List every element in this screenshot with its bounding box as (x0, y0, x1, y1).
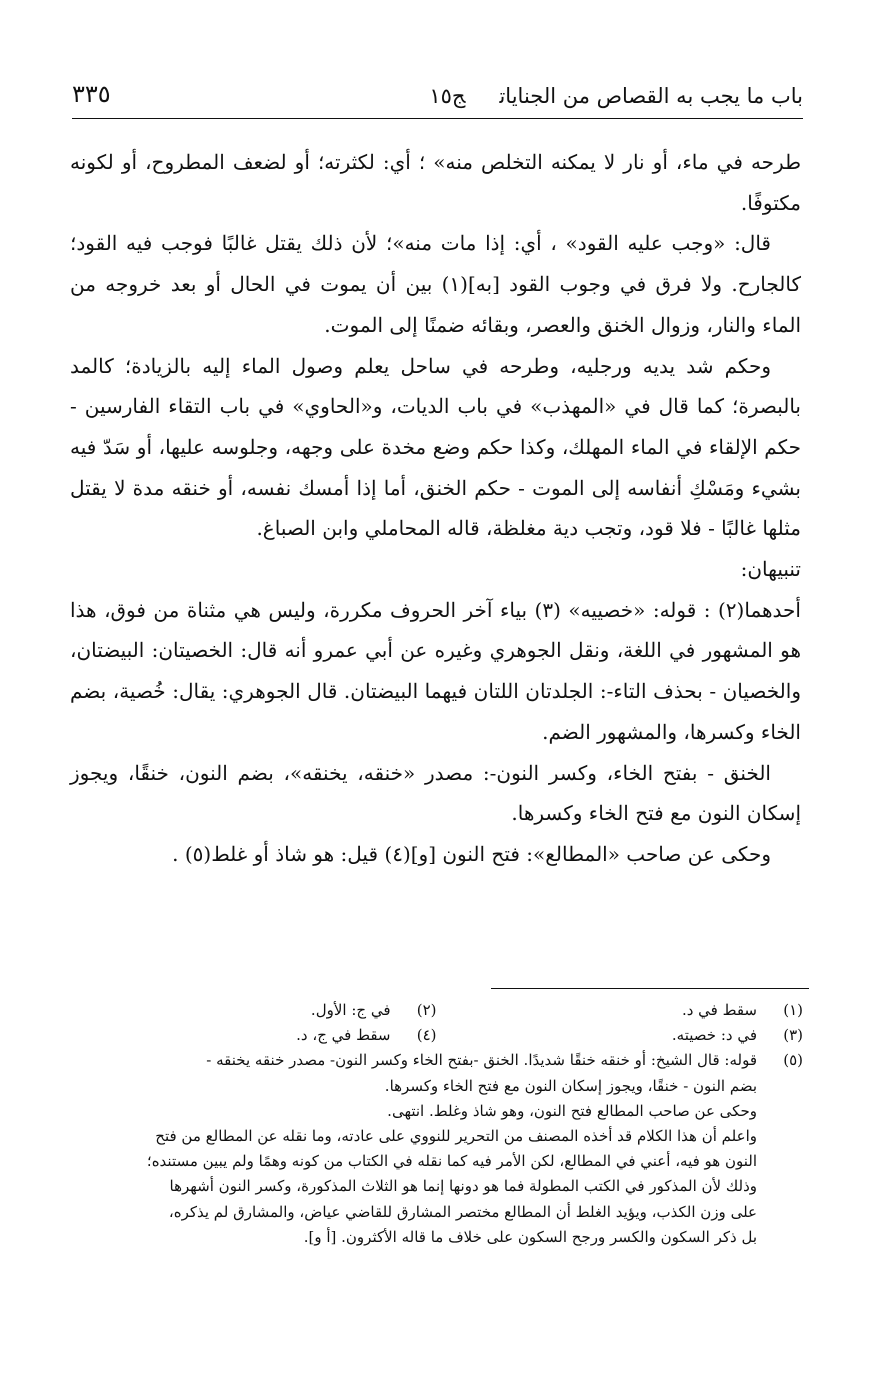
volume-label: ج١٥ (429, 84, 466, 108)
main-text (70, 142, 801, 875)
footnote-number: (٥) (783, 1051, 803, 1070)
footnote-3 (437, 1023, 804, 1048)
chapter-title: باب ما يجب به القصاص من الجنايات (499, 84, 803, 108)
footnote-row (70, 998, 803, 1023)
footnote-number: (٣) (783, 1026, 803, 1045)
footnote-1 (437, 998, 804, 1023)
footnote-line: وحكى عن صاحب المطالع فتح النون، وهو شاذ وغلط. انتهى. (387, 1101, 757, 1120)
footnote-line: بضم النون - خنقًا، ويجوز إسكان النون مع فتح الخاء وكسرها. (384, 1076, 757, 1095)
footnotes (70, 998, 803, 1250)
running-header (72, 78, 803, 119)
footnote-text: في ج: الأول. (310, 1001, 391, 1019)
footnote-line: النون هو فيه، أعني في المطالع، لكن الأمر فيه كما نقله في الكتاب من كونه وهمًا ولم يبين مستنده؛ (146, 1152, 757, 1171)
paragraph-7: وحكى عن صاحب «المطالع»: فتح النون [و](٤) قيل: هو شاذ أو غلط(٥) . (172, 841, 771, 866)
footnote-line: وذلك لأن المذكور في الكتب المطولة فما هو دونها إنما هو الثلاث المذكورة، وكسر النون أشهرها (169, 1177, 757, 1196)
footnote-text: سقط في ج، د. (296, 1026, 391, 1045)
footnote-number: (١) (783, 1001, 803, 1019)
header-title (429, 84, 803, 108)
paragraph-1: طرحه في ماء، أو نار لا يمكنه التخلص منه» ؛ أي: لكثرته؛ أو لضعف المطروح، أو لكونه مكتوفًا. (70, 150, 801, 215)
section-heading-tanbihan: تنبيهان: (740, 557, 801, 582)
footnote-2 (70, 998, 437, 1023)
paragraph-3: وحكم شد يديه ورجليه، وطرحه في ساحل يعلم وصول الماء إليه بالزيادة؛ كالمد بالبصرة؛ كما قال في «المهذب» في باب الديات، و«الحاوي» في باب التقاء الفارسين - حكم الإلقاء في الماء المهلك، وكذا حكم وضع مخدة على وجهه، وجلوسه عليها، أو سَدّ فيه بشيء ومَسْكِ أنفاسه إلى الموت - حكم الخنق، أما إذا أمسك نفسه، أو خنقه مدة لا يقتل مثلها غالبًا - فلا قود، وتجب دية مغلظة، قاله المحاملي وابن الصباغ. (70, 353, 801, 541)
footnote-5 (70, 1048, 803, 1250)
footnote-separator (491, 988, 809, 989)
footnote-line: واعلم أن هذا الكلام قد أخذه المصنف من التحرير للنووي على عادته، وما نقله عن المطالع من فتح (155, 1127, 757, 1146)
footnote-text: في د: خصيته. (671, 1026, 757, 1045)
footnote-text: سقط في د. (681, 1001, 757, 1019)
paragraph-2: قال: «وجب عليه القود» ، أي: إذا مات منه»؛ لأن ذلك يقتل غالبًا فوجب فيه القود؛ كالجارح. ولا فرق في وجوب القود [به](١) بين أن يموت في الحال أو بعد خروجه من الماء والنار، وزوال الخنق والعصر، وبقائه ضمنًا إلى الموت. (70, 231, 801, 337)
paragraph-5: أحدهما(٢) : قوله: «خصييه» (٣) بياء آخر الحروف مكررة، وليس هي مثناة من فوق، هذا هو المشهور في اللغة، ونقل الجوهري وغيره عن أبي عمرو أنه قال: الخصيتان: البيضتان، والخصيان - بحذف التاء-: الجلدتان اللتان فيهما البيضتان. قال الجوهري: يقال: خُصية، بضم الخاء وكسرها، والمشهور الضم. (70, 597, 801, 744)
footnote-number: (٢) (416, 1001, 437, 1019)
footnote-text (70, 1048, 757, 1250)
footnote-line: على وزن الكذب، ويؤيد الغلط أن المطالع مختصر المشارق للقاضي عياض، والمشارق لم يذكره، (168, 1202, 757, 1221)
paragraph-6: الخنق - بفتح الخاء، وكسر النون-: مصدر «خنقه، يخنقه»، بضم النون، خنقًا، ويجوز إسكان النون مع فتح الخاء وكسرها. (70, 760, 801, 826)
footnote-number: (٤) (416, 1026, 437, 1045)
page-number: ٣٣٥ (72, 80, 111, 108)
footnote-4 (70, 1023, 437, 1048)
footnote-line: قوله: قال الشيخ: أو خنقه خنقًا شديدًا. الخنق -بفتح الخاء وكسر النون- مصدر خنقه يخنقه - (206, 1051, 757, 1070)
footnote-row (70, 1023, 803, 1048)
footnote-line: بل ذكر السكون والكسر ورجح السكون على خلاف ما قاله الأكثرون. [أ و]. (303, 1227, 757, 1246)
